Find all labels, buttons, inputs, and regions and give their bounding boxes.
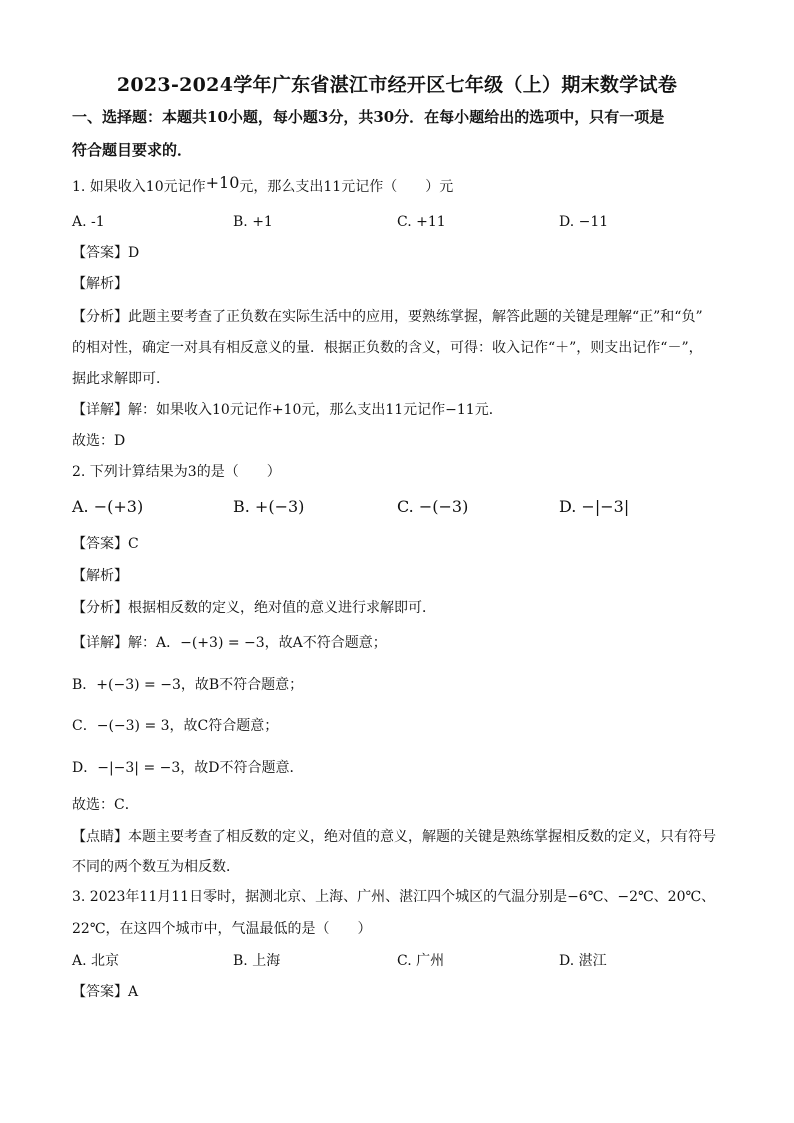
question-2-answer: 【答案】C <box>72 536 139 552</box>
question-2-choice: 故选：C． <box>72 797 139 813</box>
question-2-detail-a: 【详解】解：A．−(+3) = −3，故A不符合题意； <box>72 635 387 651</box>
question-3-option-a: A. 北京 <box>72 953 120 969</box>
question-1-stem <box>72 173 454 197</box>
question-1-detail: 【详解】解：如果收入10元记作+10元，那么支出11元记作−11元． <box>72 402 503 418</box>
question-2-analysis-label: 【解析】 <box>72 568 128 584</box>
question-2-stem: 2. 下列计算结果为3的是（ ） <box>72 464 281 480</box>
question-3-answer: 【答案】A <box>72 984 139 1000</box>
question-2-detail-b: B．+(−3) = −3，故B不符合题意； <box>72 677 304 693</box>
question-1-answer: 【答案】D <box>72 245 140 261</box>
question-2-detail-c: C．−(−3) = 3，故C符合题意； <box>72 718 279 734</box>
question-1-analysis-line3: 据此求解即可． <box>72 371 170 387</box>
question-2-analysis: 【分析】根据相反数的定义，绝对值的意义进行求解即可． <box>72 600 436 616</box>
section-heading-line2: 符合题目要求的． <box>72 141 193 159</box>
question-1-stem-math: +10 <box>205 173 240 192</box>
page-title: 2023-2024学年广东省湛江市经开区七年级（上）期末数学试卷 <box>116 74 678 96</box>
question-3-stem-line2: 22℃，在这四个城市中，气温最低的是（ ） <box>72 921 372 937</box>
question-1-analysis-line2: 的相对性，确定一对具有相反意义的量．根据正负数的含义，可得：收入记作“＋”，则支出记作“－”， <box>72 340 703 356</box>
question-3-option-b: B. 上海 <box>233 953 281 969</box>
question-2-comment-line1: 【点睛】本题主要考查了相反数的定义，绝对值的意义，解题的关键是熟练掌握相反数的定义，只有符号 <box>72 829 716 845</box>
question-3-stem-line1: 3. 2023年11月11日零时，据测北京、上海、广州、湛江四个城区的气温分别是−6℃、−2℃、20℃、 <box>72 889 716 905</box>
question-2-option-a: A. −(+3) <box>72 497 144 516</box>
question-3-option-d: D. 湛江 <box>559 953 607 969</box>
question-2-detail-d: D．−|−3| = −3，故D不符合题意． <box>72 760 304 776</box>
question-1-choice: 故选：D <box>72 433 126 449</box>
question-1-analysis-line1: 【分析】此题主要考查了正负数在实际生活中的应用，要熟练掌握，解答此题的关键是理解“正”和“负” <box>72 309 703 325</box>
question-1-option-d: D. −11 <box>559 214 609 230</box>
question-1-option-a: A. -1 <box>72 214 105 230</box>
question-3-option-c: C. 广州 <box>397 953 445 969</box>
question-1-analysis-label: 【解析】 <box>72 276 128 292</box>
question-1-stem-post: 元，那么支出11元记作（ ）元 <box>239 179 454 195</box>
question-1-stem-pre: 1. 如果收入10元记作 <box>72 179 206 195</box>
question-1-option-b: B. +1 <box>233 214 273 230</box>
section-heading-line1: 一、选择题：本题共10小题，每小题3分，共30分．在每小题给出的选项中，只有一项是 <box>72 108 665 126</box>
question-2-comment-line2: 不同的两个数互为相反数． <box>72 859 240 875</box>
question-2-option-b: B. +(−3) <box>233 497 305 516</box>
question-2-option-c: C. −(−3) <box>397 497 469 516</box>
question-1-option-c: C. +11 <box>397 214 446 230</box>
question-2-option-d: D. −|−3| <box>559 497 630 516</box>
